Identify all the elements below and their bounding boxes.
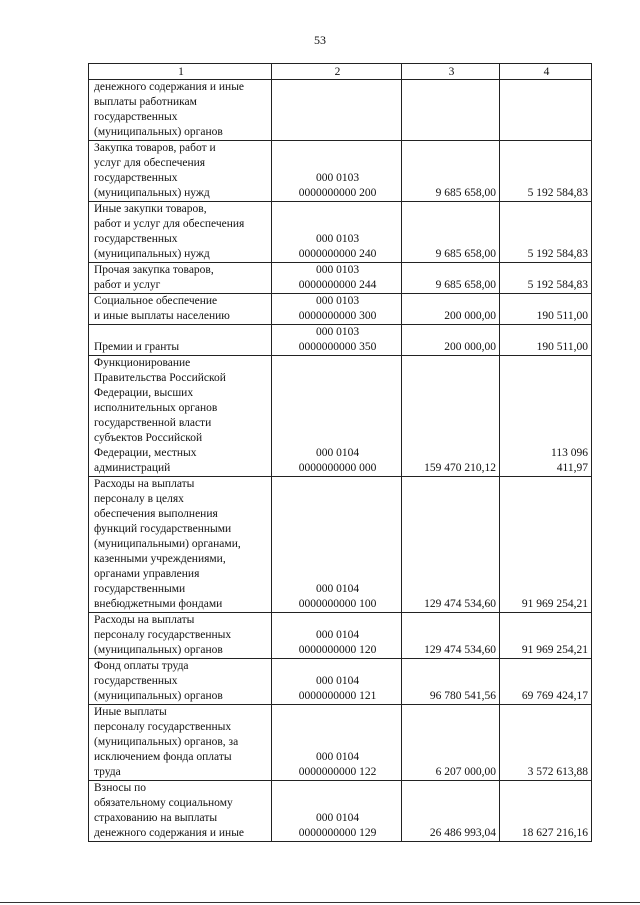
row-value-col3: 9 685 658,00 <box>402 263 500 294</box>
row-value-col3: 9 685 658,00 <box>402 141 500 202</box>
page-number: 53 <box>314 33 326 47</box>
row-value-col4: 18 627 216,16 <box>500 781 592 842</box>
row-value-col4: 91 969 254,21 <box>500 477 592 613</box>
row-code: 000 0103 0000000000 300 <box>272 294 402 325</box>
row-value-col3 <box>402 80 500 141</box>
row-code: 000 0103 0000000000 244 <box>272 263 402 294</box>
row-code: 000 0104 0000000000 000 <box>272 356 402 477</box>
row-value-col3: 200 000,00 <box>402 325 500 356</box>
table-row <box>89 202 592 263</box>
row-name: Расходы на выплаты персоналу государственных (муниципальных) органов <box>89 613 272 659</box>
row-name: Расходы на выплаты персоналу в целях обеспечения выполнения функций государственными (муниципальными) органами, казенными учреждениями, органами управления государственными внебюджетными фондами <box>89 477 272 613</box>
row-name: Иные закупки товаров, работ и услуг для обеспечения государственных (муниципальных) нужд <box>89 202 272 263</box>
row-code: 000 0104 0000000000 122 <box>272 705 402 781</box>
row-name: Закупка товаров, работ и услуг для обеспечения государственных (муниципальных) нужд <box>89 141 272 202</box>
row-value-col3: 129 474 534,60 <box>402 477 500 613</box>
budget-table <box>88 63 592 842</box>
header-cell-4: 4 <box>500 64 592 80</box>
row-value-col4: 91 969 254,21 <box>500 613 592 659</box>
table-row <box>89 705 592 781</box>
row-code: 000 0104 0000000000 129 <box>272 781 402 842</box>
table-row <box>89 781 592 842</box>
header-cell-2: 2 <box>272 64 402 80</box>
row-name: Взносы по обязательному социальному страхованию на выплаты денежного содержания и иные <box>89 781 272 842</box>
table-row <box>89 294 592 325</box>
table-row <box>89 80 592 141</box>
row-code: 000 0104 0000000000 100 <box>272 477 402 613</box>
row-code: 000 0104 0000000000 120 <box>272 613 402 659</box>
header-cell-1: 1 <box>89 64 272 80</box>
row-name: Социальное обеспечение и иные выплаты населению <box>89 294 272 325</box>
table-row <box>89 659 592 705</box>
row-value-col4 <box>500 80 592 141</box>
row-value-col3: 9 685 658,00 <box>402 202 500 263</box>
row-value-col4: 190 511,00 <box>500 325 592 356</box>
row-name: Премии и гранты <box>89 325 272 356</box>
row-value-col3: 6 207 000,00 <box>402 705 500 781</box>
row-code: 000 0103 0000000000 350 <box>272 325 402 356</box>
row-code: 000 0103 0000000000 240 <box>272 202 402 263</box>
row-value-col4: 69 769 424,17 <box>500 659 592 705</box>
row-value-col4: 3 572 613,88 <box>500 705 592 781</box>
row-name: Иные выплаты персоналу государственных (муниципальных) органов, за исключением фонда оплаты труда <box>89 705 272 781</box>
table-row <box>89 325 592 356</box>
page-bottom-rule <box>0 902 640 903</box>
row-code: 000 0104 0000000000 121 <box>272 659 402 705</box>
row-name: Фонд оплаты труда государственных (муниципальных) органов <box>89 659 272 705</box>
row-value-col4: 5 192 584,83 <box>500 263 592 294</box>
table-row <box>89 477 592 613</box>
row-value-col3: 200 000,00 <box>402 294 500 325</box>
row-name: Прочая закупка товаров, работ и услуг <box>89 263 272 294</box>
header-cell-3: 3 <box>402 64 500 80</box>
row-code: 000 0103 0000000000 200 <box>272 141 402 202</box>
row-name: Функционирование Правительства Российской Федерации, высших исполнительных органов государственной власти субъектов Российской Федерации, местных администраций <box>89 356 272 477</box>
row-value-col3: 96 780 541,56 <box>402 659 500 705</box>
table-row <box>89 263 592 294</box>
table-row <box>89 613 592 659</box>
row-code <box>272 80 402 141</box>
row-value-col3: 26 486 993,04 <box>402 781 500 842</box>
row-value-col4: 113 096 411,97 <box>500 356 592 477</box>
header-row <box>89 64 592 80</box>
row-value-col3: 159 470 210,12 <box>402 356 500 477</box>
table-row <box>89 141 592 202</box>
row-value-col3: 129 474 534,60 <box>402 613 500 659</box>
row-name: денежного содержания и иные выплаты работникам государственных (муниципальных) органов <box>89 80 272 141</box>
row-value-col4: 190 511,00 <box>500 294 592 325</box>
table-row <box>89 356 592 477</box>
row-value-col4: 5 192 584,83 <box>500 141 592 202</box>
row-value-col4: 5 192 584,83 <box>500 202 592 263</box>
